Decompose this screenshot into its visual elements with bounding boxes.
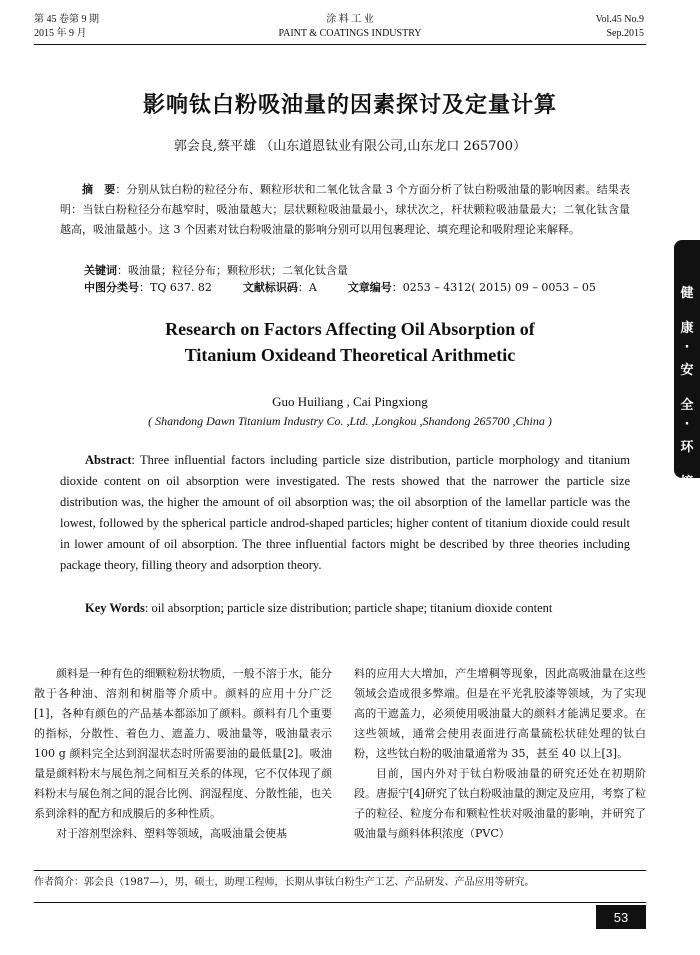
body-right-paragraph-1: 料的应用大大增加，产生增稠等现象，因此高吸油量在这些领域会造成很多弊端。但是在平光乳胶漆等领域，为了实现高的干遮盖力，必须使用吸油量大的颜料才能满足要求。在这些领域，通常会使用表面进行高量硫松状硅处理的钛白粉，这些钛白粉的吸油量通常为 35，甚至 40 以上[3]。 (354, 667, 646, 760)
keywords-en (60, 598, 630, 619)
body-column-left (34, 664, 332, 844)
title-en-line2: Titanium Oxideand Theoretical Arithmetic (184, 345, 516, 365)
article-number-value: ：0253 – 4312( 2015) 09 – 0053 – 05 (391, 281, 596, 294)
abstract-en (60, 450, 630, 576)
header-right (596, 13, 644, 41)
article-number-label: 文章编号 (347, 281, 392, 294)
section-side-tab (674, 240, 700, 490)
volume-issue: 第 45 卷第 9 期 (34, 14, 99, 25)
title-en (0, 316, 700, 368)
header-left (34, 13, 99, 41)
side-tab-char: 康 (680, 321, 694, 336)
footnote-rule (34, 870, 646, 871)
page-number: 53 (596, 905, 646, 929)
title-cn: 影响钛白粉吸油量的因素探讨及定量计算 (142, 93, 557, 118)
volume-number-en: Vol.45 No.9 (595, 14, 644, 25)
side-tab-char: 安 (680, 363, 694, 378)
abstract-cn (60, 180, 630, 240)
doc-code-label: 文献标识码 (242, 281, 298, 294)
journal-name-en: PAINT & COATINGS INDUSTRY (278, 28, 422, 39)
side-tab-char: 健 (680, 286, 694, 301)
doc-code-value: ：A (297, 281, 317, 294)
abstract-en-label: Abstract (85, 453, 132, 467)
title-en-line1: Research on Factors Affecting Oil Absorption of (165, 319, 535, 339)
journal-name-cn: 涂 料 工 业 (326, 14, 374, 25)
side-tab-char: 全 (680, 398, 694, 413)
side-tab-char: 境 (680, 475, 694, 490)
affiliation-en: ( Shandong Dawn Titanium Industry Co. ,Ltd. ,Longkou ,Shandong 265700 ,China ) (148, 414, 552, 428)
side-tab-char: · (684, 417, 690, 432)
body-left-paragraph-1: 颜料是一种有色的细颗粒粉状物质，一般不溶于水，能分散于各种油、溶剂和树脂等介质中。颜料的应用十分广泛[1]，各种有颜色的产品基本都添加了颜料。颜料有几个重要的指标，分散性、着色力、遮盖力、吸油量等，吸油量表示 100 g 颜料完全达到润湿状态时所需要油的最低量[2]。吸油量是颜料粉末与展色剂之间相互关系的体现，它不仅体现了颜料粉末与展色剂之间的混合比例、润湿程度、分散性能，也关系到涂料的配方和成膜后的多种性质。 (34, 667, 332, 820)
side-tab-char: · (684, 340, 690, 355)
clc-label: 中图分类号 (84, 281, 139, 294)
keywords-cn-label: 关键词 (84, 264, 117, 277)
keywords-cn-text: ：吸油量；粒径分布；颗粒形状；二氧化钛含量 (117, 264, 348, 277)
body-column-right (354, 664, 646, 844)
abstract-cn-label: 摘 要 (82, 183, 116, 196)
body-right-paragraph-2: 目前，国内外对于钛白粉吸油量的研究还处在初期阶段。唐振宁[4]研究了钛白粉吸油量的测定及应用，考察了粒子的粒径、粒度分布和颗粒性状对吸油量的影响，并研究了吸油量与颜料体积浓度（PVC） (354, 767, 646, 840)
abstract-cn-text: ：分别从钛白粉的粒径分布、颗粒形状和二氧化钛含量 3 个方面分析了钛白粉吸油量的影响因素。结果表明：当钛白粉粒径分布越窄时，吸油量越大；层状颗粒吸油量最小，球状次之，杆状颗粒吸油量最大；二氧化钛含量越高，吸油量越小。这 3 个因素对钛白粉吸油量的影响分别可以用包裹理论、填充理论和吸附理论来解释。 (60, 183, 630, 236)
author-footnote: 作者简介：郭会良（1987—），男，硕士，助理工程师，长期从事钛白粉生产工艺、产品研发、产品应用等研究。 (34, 877, 535, 888)
keywords-cn (84, 262, 624, 280)
header-rule (34, 44, 646, 45)
authors-en: Guo Huiliang , Cai Pingxiong (272, 394, 428, 409)
date-en: Sep.2015 (606, 28, 644, 39)
clc-value: ：TQ 637. 82 (139, 281, 212, 294)
header-center (200, 13, 500, 41)
publication-date: 2015 年 9 月 (34, 28, 87, 39)
side-tab-char: 环 (680, 440, 694, 455)
authors-cn: 郭会良,蔡平雄 （山东道恩钛业有限公司,山东龙口 265700） (173, 139, 527, 154)
footer-rule (34, 902, 646, 903)
keywords-en-label: Key Words (85, 601, 145, 615)
classification-line (84, 279, 644, 297)
abstract-en-text: : Three influential factors including particle size distribution, particle morphology and titanium dioxide content on oil absorption were investigated. The rests showed that the narrower the particle size distribution was, the higher the amount of oil absorption was; the oil absorption of the lamellar particle was the lowest, followed by the spherical particle androd-shaped particles; higher content of titanium dioxide could result in lower amount of oil absorption. The three influential factors might be described by three theories including package theory, filling theory and adsorption theory. (60, 453, 630, 572)
keywords-en-text: : oil absorption; particle size distribution; particle shape; titanium dioxide content (144, 601, 553, 615)
body-left-paragraph-2: 对于溶剂型涂料、塑料等领域，高吸油量会使基 (56, 827, 287, 840)
